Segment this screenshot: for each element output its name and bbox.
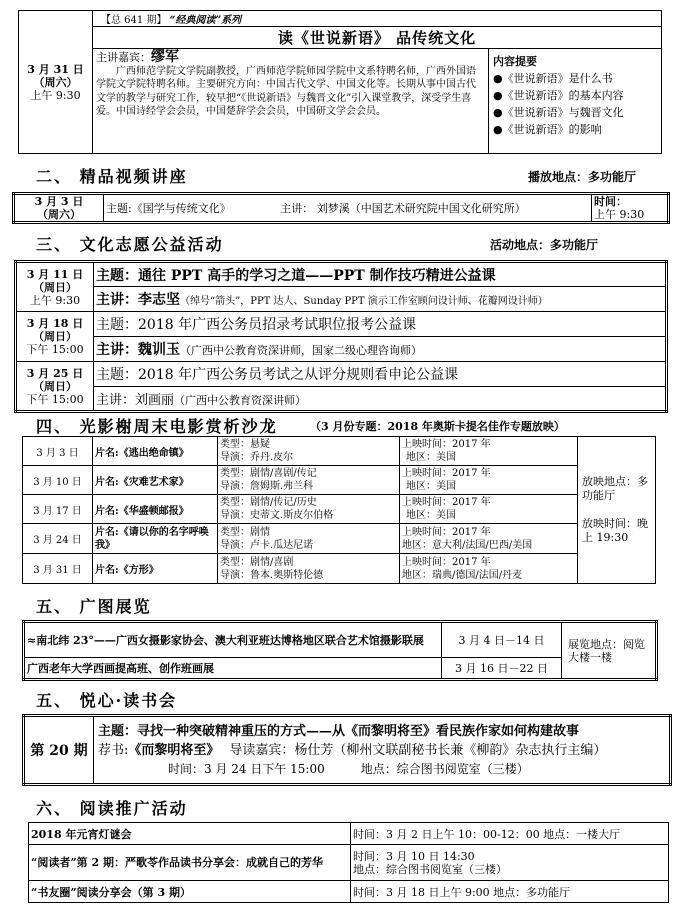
video-time: 上午 9:30 (594, 208, 645, 221)
bookclub-guest: 导读嘉宾：杨仕芳（柳州文联副秘书长兼《柳韵》杂志执行主编） (229, 742, 607, 758)
reading-event-name: “书友圈”阅读分享会（第 3 期） (29, 881, 351, 903)
bookclub-book-label: 荐书: (98, 742, 129, 758)
speaker-label: 主讲嘉宾： (96, 51, 151, 64)
bookclub-book: 《而黎明将至》 (128, 742, 220, 758)
movie-date: 3 月 10 日 (23, 466, 93, 495)
lecture-title: 读《世说新语》 品传统文化 (93, 27, 662, 49)
video-datetime-cell (14, 194, 104, 223)
movie-title: 片名:《请以你的名字呼唤我》 (93, 524, 218, 554)
video-topic: 主题:《国学与传统文化》 (106, 202, 231, 215)
issue-number: 【总 641 期】 (101, 15, 167, 26)
reading-event-info: 时间：3 月 2 日上午 10：00-12：00 地点：一楼大厅 (351, 823, 669, 845)
volunteer-datetime-cell: 3 月 11 日 （周日） 上午 9:30 (16, 262, 94, 312)
bookclub-detail-cell (94, 716, 671, 785)
outline-cell (489, 49, 662, 154)
outline-item: ●《世说新语》与魏晋文化 (493, 106, 624, 119)
lecture-weekday: （周六） (33, 75, 78, 89)
bookclub-issue: 第 20 期 (24, 716, 94, 785)
reading-event-name: 2018 年元宵灯谜会 (29, 823, 351, 845)
movie-subheading: （3 月份专题：2018 年奥斯卡提名佳作专题放映） (310, 420, 565, 433)
outline-item: ●《世说新语》是什么书 (493, 72, 613, 85)
volunteer-speaker-name: 刘画丽 (135, 393, 175, 408)
reading-table (28, 822, 669, 903)
lecture-time: 上午 9:30 (30, 88, 81, 102)
volunteer-speaker-cell: 主讲：魏训玉（广西中公教育资深讲师，国家二级心理咨询师） (94, 337, 667, 362)
reading-heading: 六、 阅读推广活动 (36, 799, 188, 818)
movie-title: 片名:《逃出绝命镇》 (93, 437, 218, 466)
volunteer-topic: 主题：2018 年广西公务员考试之从评分规则看申论公益课 (94, 362, 667, 387)
volunteer-topic: 主题：2018 年广西公务员招录考试职位报考公益课 (94, 312, 667, 337)
movie-year-region: 上映时间：2017 年 地区：瑞典/德国/法国/丹麦 (400, 554, 578, 584)
movie-date: 3 月 24 日 (23, 524, 93, 554)
video-speaker: 主讲： 刘梦溪（中国艺术研究院中国文化研究所） (280, 202, 526, 215)
movie-type-director: 类型：剧情/喜剧 导演：鲁本.奥斯特伦德 (218, 554, 400, 584)
movie-table (22, 436, 656, 584)
volunteer-speaker-cell: 主讲：李志坚（绰号“箭头”，PPT 达人、Sunday PPT 演示工作室顾问设计师、花瓣网设计师） (94, 287, 667, 312)
video-date: 3 月 3 日 (34, 195, 84, 208)
bullet-icon: ● (493, 106, 503, 119)
reading-event-name: “阅读者”第 2 期：严歌苓作品读书分享会：成就自己的芳华 (29, 845, 351, 881)
movie-date: 3 月 3 日 (23, 437, 93, 466)
exhibition-table (22, 620, 658, 681)
volunteer-datetime-cell: 3 月 25 日 （周日） 下午 15:00 (16, 362, 94, 412)
speaker-name: 缪军 (151, 49, 179, 65)
reading-event-info: 时间：3 月 10 日 14:30 地点：综合图书阅览室（三楼） (351, 845, 669, 881)
movie-year-region: 上映时间：2017 年 地区：美国 (400, 437, 578, 466)
movie-year-region: 上映时间：2017 年 地区：美国 (400, 466, 578, 495)
bookclub-table (22, 714, 672, 786)
volunteer-speaker-cell: 主讲：刘画丽（广西中公教育资深讲师） (94, 387, 667, 412)
movie-title: 片名:《华盛顿邮报》 (93, 495, 218, 524)
exhibition-name: 广西老年大学西画提高班、创作班画展 (24, 658, 442, 680)
video-lecture-table (12, 192, 670, 224)
video-time-label: 时间： (594, 195, 627, 208)
speaker-cell (93, 49, 489, 154)
reading-event-info: 时间：3 月 18 日上午 9:00 地点：多功能厅 (351, 881, 669, 903)
movie-heading: 四、 光影榭周末电影赏析沙龙 (36, 417, 278, 436)
lecture-table (18, 10, 662, 154)
outline-item: ●《世说新语》的基本内容 (493, 89, 624, 102)
movie-location: 放映地点：多功能厅 (582, 475, 648, 502)
exhibition-heading: 五、 广图展览 (36, 597, 152, 616)
movie-type-director: 类型：剧情/传记/历史 导演：史蒂文.斯皮尔伯格 (218, 495, 400, 524)
movie-type-director: 类型：剧情/喜剧/传记 导演：詹姆斯.弗兰科 (218, 466, 400, 495)
video-lecture-location: 播放地点：多功能厅 (528, 170, 637, 184)
movie-side-info (578, 437, 656, 584)
bullet-icon: ● (493, 123, 503, 136)
outline-title: 内容提要 (493, 55, 537, 68)
movie-type-director: 类型：悬疑 导演：乔丹.皮尔 (218, 437, 400, 466)
lecture-issue-cell (93, 11, 662, 27)
movie-date: 3 月 31 日 (23, 554, 93, 584)
series-name: “经典阅读”系列 (169, 15, 242, 26)
video-topic-cell (104, 194, 592, 223)
bookclub-heading: 五、 悦心·读书会 (36, 691, 178, 710)
movie-year-region: 上映时间：2017 年 地区：美国 (400, 495, 578, 524)
volunteer-speaker-name: 魏训玉 (138, 342, 180, 358)
bookclub-time: 时间：3 月 24 日下午 15:00 (168, 761, 325, 776)
movie-type-director: 类型：剧情 导演：卢卡.瓜达尼诺 (218, 524, 400, 554)
bullet-icon: ● (493, 72, 503, 85)
movie-time: 放映时间：晚上 19:30 (582, 517, 648, 544)
speaker-bio: 广西师范学院文学院副教授，广西师范学院师园学院中文系特聘名师，广西外国语学院文学院特聘名师。主要研究方向：中国古代文学、中国文化等。长期从事中国古代文学的教学与研究工作，较早把“《世说新语》与魏晋文化”引入课堂教学，深受学生喜爱。中国诗经学会会员，中国楚辞学会会员，中国研文学会会员。 (96, 65, 476, 117)
volunteer-heading: 三、 文化志愿公益活动 (36, 235, 224, 254)
exhibition-location: 展览地点：阅览大楼一楼 (562, 622, 657, 680)
movie-title: 片名:《灾难艺术家》 (93, 466, 218, 495)
bookclub-topic: 主题：寻找一种突破精神重压的方式——从《而黎明将至》看民族作家如何构建故事 (98, 723, 580, 739)
video-time-cell (592, 194, 669, 223)
lecture-date: 3 月 31 日 (27, 62, 84, 76)
video-weekday: （周六） (37, 208, 81, 221)
lecture-datetime-cell (19, 11, 93, 154)
video-lecture-heading: 二、 精品视频讲座 (36, 167, 188, 186)
exhibition-period: 3 月 16 日－22 日 (442, 658, 562, 680)
bullet-icon: ● (493, 89, 503, 102)
outline-item: ●《世说新语》的影响 (493, 123, 602, 136)
exhibition-period: 3 月 4 日－14 日 (442, 622, 562, 658)
movie-title: 片名:《方形》 (93, 554, 218, 584)
volunteer-topic: 主题：通往 PPT 高手的学习之道——PPT 制作技巧精进公益课 (94, 262, 667, 287)
bookclub-place: 地点：综合图书阅览室（三楼） (360, 761, 529, 776)
volunteer-datetime-cell: 3 月 18 日 （周日） 下午 15:00 (16, 312, 94, 362)
exhibition-name: ≈南北纬 23°——广西女摄影家协会、澳大利亚班达博格地区联合艺术馆摄影联展 (24, 622, 442, 658)
volunteer-table (14, 260, 668, 413)
movie-date: 3 月 17 日 (23, 495, 93, 524)
movie-year-region: 上映时间：2017 年 地区：意大利/法国/巴西/美国 (400, 524, 578, 554)
volunteer-location: 活动地点：多功能厅 (490, 238, 599, 252)
volunteer-speaker-name: 李志坚 (138, 292, 180, 308)
